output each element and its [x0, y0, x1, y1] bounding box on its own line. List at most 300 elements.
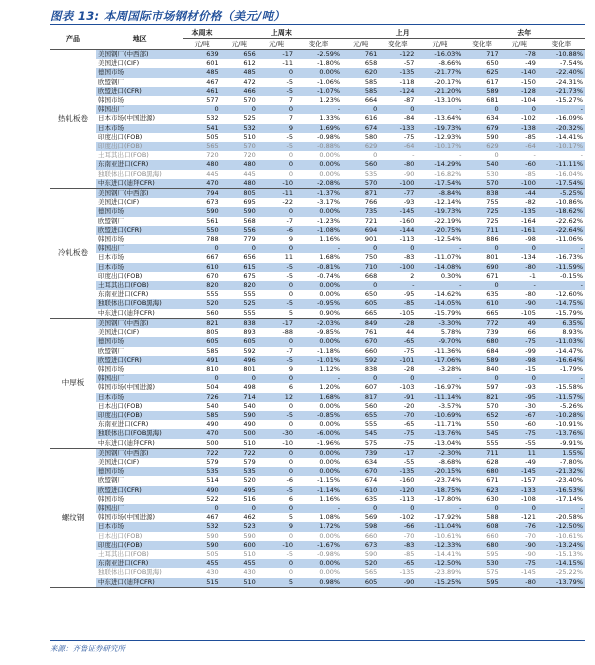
value-cell: -135 [379, 467, 416, 476]
value-cell: 530 [463, 559, 500, 568]
value-cell: 575 [342, 439, 379, 449]
value-cell: 0 [221, 504, 258, 513]
value-cell: -11.07% [434, 253, 462, 262]
table-row [50, 467, 585, 476]
value-cell: - [295, 244, 342, 253]
value-cell: -65 [403, 420, 415, 429]
table-row [50, 541, 585, 550]
table-row [50, 263, 585, 272]
value-cell: 540 [243, 401, 256, 410]
region-cell: 东南亚进口(CFR) [96, 559, 184, 568]
value-cell: 555 [463, 439, 500, 449]
region-cell: 韩国出厂 [96, 244, 184, 253]
header-unit: 元/吨 [501, 39, 538, 50]
value-cell: -144 [379, 226, 416, 235]
value-cell: -0.95% [295, 299, 342, 308]
value-cell: 667 [206, 253, 219, 262]
value-cell: -55 [501, 439, 538, 449]
value-cell: -118 [399, 77, 415, 86]
product-cell: 中厚板 [50, 318, 96, 448]
value-cell: 0 [221, 105, 258, 114]
region-cell: 印度出口(FOB) [96, 142, 184, 151]
value-cell: 615 [221, 263, 258, 272]
value-cell: -1.15% [317, 476, 341, 485]
value-cell: -83 [403, 253, 415, 262]
value-cell: -5.26% [560, 401, 583, 410]
value-cell: 540 [206, 401, 219, 410]
value-cell: -12.93% [434, 132, 462, 141]
value-cell: 605 [183, 337, 220, 346]
value-cell: -14.05% [416, 299, 463, 308]
value-cell: 0 [463, 105, 500, 114]
region-cell: 土耳其出口(FOB) [96, 281, 184, 290]
value-cell: -70 [379, 411, 416, 420]
value-cell: 660 [364, 531, 378, 540]
region-cell: 韩国市场(中国进源) [97, 513, 156, 522]
value-cell: - [295, 504, 342, 513]
value-cell: -1 [529, 271, 536, 280]
value-cell: 455 [183, 559, 220, 568]
value-cell: 500 [183, 439, 220, 449]
value-cell: 0 [258, 448, 295, 458]
value-cell: 590 [183, 541, 220, 550]
value-cell: -22.64% [538, 226, 585, 235]
value-cell: -8.68% [438, 457, 462, 466]
value-cell: 629 [342, 142, 379, 151]
value-cell: 590 [206, 531, 219, 540]
value-cell: 585 [342, 87, 379, 96]
product-cell: 冷轧板卷 [50, 189, 96, 319]
value-cell: 0 [288, 151, 294, 160]
value-cell: -21.77% [416, 68, 463, 77]
value-cell: -20.75% [416, 226, 463, 235]
value-cell: 498 [243, 383, 256, 392]
value-cell: -11.59% [538, 263, 585, 272]
value-cell: 817 [342, 393, 379, 402]
value-cell: -60 [525, 420, 536, 429]
value-cell: -17 [258, 50, 295, 60]
value-cell: 577 [206, 96, 219, 105]
region-cell: 土耳其出口(FOB) [97, 549, 149, 558]
value-cell: -57 [403, 59, 415, 68]
value-cell: 532 [221, 124, 258, 133]
value-cell: 0.00% [319, 401, 341, 410]
value-cell: -138 [501, 124, 538, 133]
value-cell: 886 [486, 235, 499, 244]
value-cell: 0 [342, 244, 379, 253]
value-cell: -87 [403, 96, 415, 105]
value-cell: -85 [525, 132, 536, 141]
value-cell: 650 [486, 59, 499, 68]
value-cell: -105 [501, 309, 538, 319]
value-cell: 1.20% [319, 383, 341, 392]
value-cell: 523 [221, 522, 258, 531]
value-cell: 665 [342, 309, 379, 319]
value-cell: 610 [463, 299, 500, 308]
value-cell: -13.24% [538, 541, 585, 550]
title-rule [50, 24, 585, 25]
table-row [50, 476, 585, 485]
value-cell: - [416, 374, 463, 383]
value-cell: -133 [501, 486, 538, 495]
value-cell: 679 [463, 124, 500, 133]
value-cell: -100 [379, 263, 416, 272]
table-row [50, 356, 585, 365]
value-cell: 0 [342, 105, 379, 114]
value-cell: -113 [399, 235, 415, 244]
value-cell: 681 [486, 96, 499, 105]
value-cell: -98 [501, 356, 538, 365]
table-row [50, 198, 585, 207]
value-cell: 470 [183, 429, 220, 438]
value-cell: -16.53% [538, 486, 585, 495]
value-cell: -160 [399, 216, 415, 225]
value-cell: -5 [286, 549, 294, 558]
value-cell: 590 [486, 132, 499, 141]
value-cell: 0.00% [319, 169, 341, 178]
value-cell: -66 [379, 522, 416, 531]
value-cell: 0 [463, 504, 500, 513]
header-unit: 元/吨 [416, 39, 463, 50]
value-cell: 0.98% [295, 578, 342, 588]
value-cell: -0.15% [560, 271, 583, 280]
value-cell: 455 [221, 559, 258, 568]
value-cell: 820 [183, 281, 220, 290]
value-cell: -5 [258, 299, 295, 308]
table-row [50, 189, 585, 199]
value-cell: 516 [243, 494, 256, 503]
value-cell: -2.08% [295, 179, 342, 189]
region-cell: 日本出口(FOB) [97, 401, 143, 410]
value-cell: 491 [183, 356, 220, 365]
value-cell: -113 [399, 494, 415, 503]
value-cell: 515 [183, 578, 220, 588]
value-cell: 617 [486, 77, 499, 86]
value-cell: 0 [258, 160, 295, 169]
value-cell: 445 [243, 169, 256, 178]
value-cell: 607 [364, 383, 378, 392]
region-cell: 欧盟进口(CFR) [96, 226, 184, 235]
table-row [50, 337, 585, 346]
value-cell: -9.70% [416, 337, 463, 346]
header-rate: 变化率 [295, 39, 342, 50]
value-cell: -75 [379, 439, 416, 449]
value-cell: -1.07% [295, 87, 342, 96]
value-cell: 849 [342, 318, 379, 328]
value-cell: -19.73% [416, 124, 463, 133]
value-cell: -13.10% [434, 96, 462, 105]
value-cell: 620 [342, 68, 379, 77]
value-cell: 462 [243, 513, 256, 522]
table-row [50, 365, 585, 374]
value-cell: -15.79% [416, 309, 463, 319]
value-cell: -83 [379, 541, 416, 550]
value-cell: -85 [403, 549, 415, 558]
value-cell: -49 [525, 59, 536, 68]
table-row [50, 420, 585, 429]
value-cell: 1.68% [295, 393, 342, 402]
value-cell: - [416, 504, 463, 513]
value-cell: 739 [342, 448, 379, 458]
value-cell: 485 [221, 68, 258, 77]
value-cell: 0 [288, 401, 294, 410]
value-cell: 673 [342, 541, 379, 550]
value-cell: 605 [342, 299, 379, 308]
value-cell: 5.78% [440, 328, 462, 337]
value-cell: 560 [364, 401, 378, 410]
value-cell: 838 [463, 189, 500, 199]
value-cell: -5 [258, 142, 295, 151]
table-row [50, 78, 585, 87]
value-cell: -1.67% [295, 541, 342, 550]
value-cell: 821 [463, 393, 500, 402]
value-cell: 711 [463, 448, 500, 458]
value-cell: -20.15% [416, 467, 463, 476]
value-cell: -1.23% [317, 216, 341, 225]
value-cell: -23.74% [434, 476, 462, 485]
value-cell: 0 [379, 105, 416, 114]
value-cell: -11 [282, 59, 294, 68]
region-cell: 德国市场 [96, 337, 184, 346]
value-cell: 598 [342, 522, 379, 531]
source-note: 来源：齐鲁证券研究所 [50, 644, 125, 653]
value-cell: 545 [342, 429, 379, 438]
value-cell: 0 [288, 420, 294, 429]
value-cell: 467 [206, 77, 219, 86]
value-cell: -20 [403, 401, 415, 410]
table-row [50, 151, 585, 160]
value-cell: -10.61% [434, 531, 462, 540]
value-cell: -128 [501, 87, 538, 96]
value-cell: -25.22% [555, 568, 583, 577]
value-cell: -21.32% [538, 467, 585, 476]
value-cell: -1.14% [295, 486, 342, 495]
region-cell: 日本市场 [96, 522, 184, 531]
value-cell: 580 [364, 132, 378, 141]
region-cell: 美国钢厂(中西部) [96, 189, 184, 199]
header-this-week: 本周末 [183, 28, 220, 39]
value-cell: 532 [183, 522, 220, 531]
header-unit: 元/吨 [183, 39, 220, 50]
header-unit: 元/吨 [342, 39, 379, 50]
value-cell: 655 [342, 411, 379, 420]
table-row [50, 578, 585, 588]
value-cell: -16.03% [416, 50, 463, 60]
value-cell: 555 [221, 309, 258, 319]
region-cell: 韩国市场 [97, 364, 124, 373]
table-row [50, 374, 585, 383]
table-row [50, 253, 585, 262]
value-cell: 871 [342, 189, 379, 199]
table-row [50, 486, 585, 495]
value-cell: -11.03% [538, 337, 585, 346]
value-cell: -2.59% [295, 50, 342, 60]
value-cell: -77 [379, 189, 416, 199]
header-rate: 变化率 [538, 39, 585, 50]
region-cell: 韩国出厂 [96, 374, 184, 383]
value-cell: 0 [288, 531, 294, 540]
value-cell: 794 [183, 189, 220, 199]
value-cell: 560 [342, 160, 379, 169]
table-row [50, 281, 585, 290]
value-cell: 695 [243, 198, 256, 207]
value-cell: -10.28% [538, 411, 585, 420]
value-cell: 0 [463, 281, 500, 290]
value-cell: -1.80% [317, 59, 341, 68]
value-cell: -5 [258, 356, 295, 365]
value-cell: 510 [243, 549, 256, 558]
value-cell: -78 [501, 50, 538, 60]
table-row [50, 114, 585, 123]
region-cell: 印度出口(FOB) [96, 411, 184, 420]
value-cell: -10.86% [555, 198, 583, 207]
value-cell: -22.40% [538, 68, 585, 77]
value-cell: -16.04% [555, 169, 583, 178]
value-cell: -16.09% [555, 114, 583, 123]
value-cell: 656 [221, 50, 258, 60]
value-cell: 722 [221, 448, 258, 458]
value-cell: 601 [206, 59, 219, 68]
value-cell: 610 [342, 486, 379, 495]
value-cell: -18.62% [538, 207, 585, 216]
value-cell: -64 [501, 142, 538, 151]
value-cell: 589 [463, 356, 500, 365]
region-cell: 美国钢厂(中西部) [96, 50, 184, 60]
value-cell: 430 [206, 568, 219, 577]
value-cell: 0 [342, 281, 379, 290]
value-cell: 7 [288, 114, 294, 123]
value-cell: -10 [258, 541, 295, 550]
value-cell: -104 [521, 96, 536, 105]
region-cell: 东南亚进口(CFR) [97, 290, 149, 299]
value-cell: -5 [286, 271, 294, 280]
value-cell: 525 [243, 114, 256, 123]
value-cell: -11.06% [555, 235, 583, 244]
value-cell: 504 [206, 383, 219, 392]
value-cell: -13.64% [434, 114, 462, 123]
value-cell: -10 [258, 439, 295, 449]
value-cell: 472 [243, 77, 256, 86]
value-cell: 726 [183, 393, 220, 402]
value-cell: 0.00% [295, 337, 342, 346]
region-cell: 欧盟进口(CFR) [96, 87, 184, 96]
value-cell: 0 [494, 151, 499, 160]
value-cell: 575 [486, 568, 499, 577]
table-row [50, 448, 585, 458]
value-cell: -22.62% [555, 216, 583, 225]
region-cell: 欧盟进口(CFR) [96, 356, 184, 365]
table-row [50, 207, 585, 216]
region-cell: 韩国市场 [97, 235, 124, 244]
header-last-month: 上月 [342, 28, 463, 39]
value-cell: -15.25% [416, 578, 463, 588]
value-cell: -0.74% [317, 271, 341, 280]
value-cell: 838 [221, 318, 258, 328]
value-cell: 66 [527, 328, 536, 337]
value-cell: -7 [286, 216, 294, 225]
value-cell: -7.80% [560, 457, 583, 466]
header-unit: 元/吨 [221, 39, 258, 50]
value-cell: 675 [243, 271, 256, 280]
value-cell: - [295, 105, 342, 114]
value-cell: -90 [403, 169, 415, 178]
value-cell: -55 [403, 457, 415, 466]
value-cell: 520 [183, 299, 220, 308]
value-cell: 510 [221, 439, 258, 449]
value-cell: -75 [403, 132, 415, 141]
value-cell: 49 [501, 318, 538, 328]
value-cell: 0 [463, 374, 500, 383]
table-row [50, 133, 585, 142]
value-cell: - [459, 151, 462, 160]
value-cell: 570 [243, 96, 256, 105]
value-cell: 520 [342, 559, 379, 568]
table-row [50, 142, 585, 151]
value-cell: -12.50% [416, 559, 463, 568]
value-cell: 570 [342, 179, 379, 189]
value-cell: 671 [486, 271, 499, 280]
value-cell: 656 [243, 253, 256, 262]
table-row [50, 68, 585, 77]
value-cell: -12.33% [416, 541, 463, 550]
value-cell: 568 [243, 216, 256, 225]
table-row [50, 160, 585, 169]
value-cell: -10.61% [555, 531, 583, 540]
value-cell: 0 [221, 244, 258, 253]
value-cell: 801 [243, 364, 256, 373]
table-row [50, 495, 585, 504]
value-cell: 630 [486, 494, 499, 503]
value-cell: 535 [364, 169, 378, 178]
value-cell: 0 [501, 105, 538, 114]
value-cell: 616 [364, 114, 378, 123]
header-region: 地区 [96, 28, 184, 50]
value-cell: 674 [364, 476, 378, 485]
product-cell: 螺纹钢 [50, 448, 96, 587]
value-cell: -17.54% [416, 179, 463, 189]
value-cell: 490 [206, 420, 219, 429]
value-cell: 569 [364, 513, 378, 522]
value-cell: 592 [243, 346, 256, 355]
value-cell: 0.00% [319, 531, 341, 540]
value-cell: -150 [521, 77, 536, 86]
value-cell: -90 [379, 578, 416, 588]
value-cell: 585 [183, 411, 220, 420]
steel-price-table [50, 28, 585, 588]
value-cell: -135 [399, 568, 415, 577]
value-cell: 555 [243, 290, 256, 299]
table-row [50, 568, 585, 577]
value-cell: 608 [463, 522, 500, 531]
value-cell: - [538, 374, 585, 383]
value-cell: 1.55% [538, 448, 585, 458]
value-cell: -14.47% [555, 346, 583, 355]
value-cell: -134 [521, 253, 536, 262]
value-cell: 0 [258, 244, 295, 253]
value-cell: 0.00% [295, 467, 342, 476]
value-cell: 772 [463, 318, 500, 328]
value-cell: -70 [525, 531, 536, 540]
value-cell: 0 [379, 504, 416, 513]
table-row [50, 309, 585, 319]
value-cell: 0.00% [319, 420, 341, 429]
value-cell: -1.18% [317, 346, 341, 355]
region-cell: 美国进口(CIF) [97, 59, 140, 68]
value-cell: 674 [342, 124, 379, 133]
value-cell: 555 [206, 290, 219, 299]
value-cell: -10.69% [416, 411, 463, 420]
value-cell: -145 [379, 207, 416, 216]
